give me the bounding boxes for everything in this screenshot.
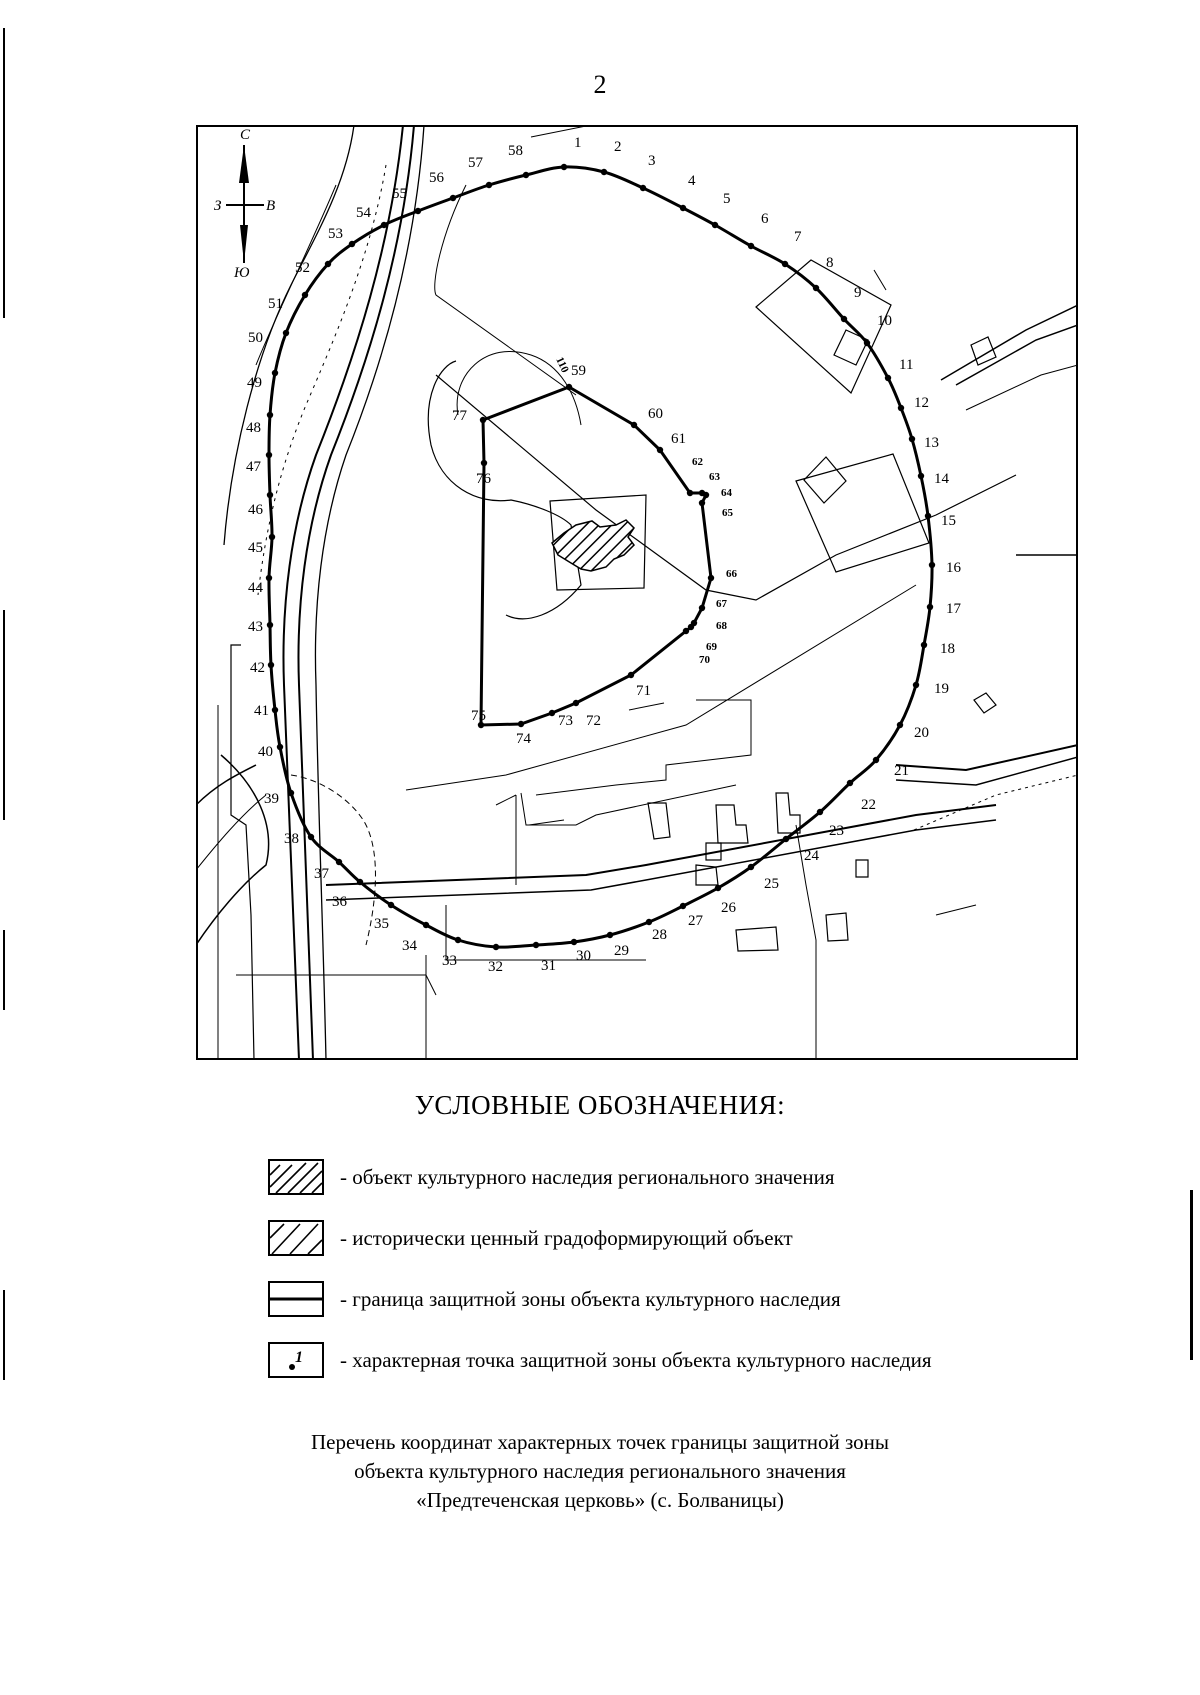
point-label: 45 [248,540,263,556]
point-marker [423,922,429,928]
point-label: 34 [402,938,417,954]
legend-marker-number: 1 [295,1349,303,1366]
scan-mark [3,1290,5,1380]
scan-mark [3,610,5,820]
point-label: 74 [516,731,531,747]
point-label: 10 [877,313,892,329]
point-label: 39 [264,791,279,807]
point-marker [288,790,294,796]
point-label: 64 [721,487,732,499]
point-marker [699,605,705,611]
compass-south-label: Ю [234,265,250,281]
point-marker [381,222,387,228]
point-label: 18 [940,641,955,657]
point-label: 11 [899,357,914,373]
point-label: 50 [248,330,263,346]
point-marker [847,780,853,786]
point-marker [571,939,577,945]
scan-mark [1190,1190,1193,1360]
point-label: 72 [586,713,601,729]
point-label: 69 [706,641,717,653]
compass-north-label: С [240,127,251,143]
point-label: 68 [716,620,727,632]
legend-item [268,1157,834,1197]
point-label: 17 [946,601,961,617]
point-marker [885,375,891,381]
point-label: 56 [429,170,444,186]
point-marker [913,682,919,688]
point-marker [481,460,487,466]
legend-item [268,1279,841,1319]
point-label: 38 [284,831,299,847]
point-label: 30 [576,948,591,964]
point-marker [486,182,492,188]
point-label: 47 [246,459,261,475]
point-marker [549,710,555,716]
point-label: 9 [854,285,862,301]
point-label: 35 [374,916,389,932]
point-label: 44 [248,580,263,596]
point-label: 40 [258,744,273,760]
point-marker [277,744,283,750]
compass-west-label: З [214,198,222,214]
page-number: 2 [593,70,607,99]
point-label: 37 [314,866,329,882]
point-marker [455,937,461,943]
site-plan-map [196,125,1078,1060]
point-label: 32 [488,959,503,975]
point-label: 54 [356,205,371,221]
point-marker [683,628,689,634]
point-label: 3 [648,153,656,169]
point-label: 24 [804,848,819,864]
point-label: 27 [688,913,703,929]
point-marker [267,622,273,628]
point-marker [897,722,903,728]
caption-line: «Предтеченская церковь» (с. Болваницы) [416,1488,784,1512]
point-marker [657,447,663,453]
legend-text: - исторически ценный градоформирующий объект [340,1225,793,1250]
caption-line: Перечень координат характерных точек границы защитной зоны [311,1430,889,1454]
point-marker [708,575,714,581]
point-label: 66 [726,568,737,580]
point-label: 19 [934,681,949,697]
point-marker [841,316,847,322]
point-label: 4 [688,173,696,189]
legend-text: - характерная точка защитной зоны объекта культурного наследия [340,1347,932,1372]
point-marker [566,384,572,390]
point-label: 36 [332,894,347,910]
point-label: 28 [652,927,667,943]
point-marker [925,513,931,519]
point-label: 71 [636,683,651,699]
sparse-hatch-icon [268,1220,324,1256]
point-marker [325,261,331,267]
point-label: 13 [924,435,939,451]
point-label: 46 [248,502,263,518]
point-label: 63 [709,471,720,483]
point-marker [518,721,524,727]
point-marker [267,492,273,498]
point-marker [631,422,637,428]
point-marker [302,292,308,298]
point-marker [308,834,314,840]
point-marker [533,942,539,948]
point-marker [601,169,607,175]
contour-label: 110 [553,355,571,375]
point-marker [864,340,870,346]
point-marker [646,919,652,925]
point-label: 73 [558,713,573,729]
point-label: 25 [764,876,779,892]
point-marker [607,932,613,938]
point-marker [898,405,904,411]
point-label: 76 [476,471,491,487]
point-label: 31 [541,958,556,974]
point-marker [715,885,721,891]
point-marker [266,575,272,581]
point-marker-icon [268,1342,324,1378]
point-marker [269,534,275,540]
point-marker [272,370,278,376]
point-marker [640,185,646,191]
point-label: 16 [946,560,961,576]
point-marker [783,836,789,842]
point-marker [561,164,567,170]
point-label: 53 [328,226,343,242]
point-marker [268,662,274,668]
point-label: 60 [648,406,663,422]
legend-text: - граница защитной зоны объекта культурного наследия [340,1286,841,1311]
dense-hatch-icon [268,1159,324,1195]
point-label: 67 [716,598,727,610]
point-marker [688,624,694,630]
scan-mark [3,930,5,1010]
point-marker [450,195,456,201]
point-marker [712,222,718,228]
point-label: 22 [861,797,876,813]
legend-text: - объект культурного наследия регионального значения [340,1164,835,1189]
point-label: 7 [794,229,802,245]
double-line-icon [268,1281,324,1317]
point-marker [817,809,823,815]
point-label: 75 [471,708,486,724]
point-label: 55 [392,186,407,202]
point-marker [782,261,788,267]
point-marker [680,205,686,211]
point-label: 21 [894,763,909,779]
caption-line: объекта культурного наследия регионального значения [354,1459,846,1483]
point-marker [703,492,709,498]
point-marker [929,562,935,568]
point-marker [267,412,273,418]
point-marker [699,500,705,506]
point-label: 51 [268,296,283,312]
point-marker [921,642,927,648]
point-label: 59 [571,363,586,379]
point-marker [873,757,879,763]
point-label: 70 [699,654,710,666]
point-marker [680,903,686,909]
point-label: 57 [468,155,483,171]
point-marker [283,330,289,336]
point-marker [918,473,924,479]
point-label: 12 [914,395,929,411]
point-label: 48 [246,420,261,436]
point-marker [748,864,754,870]
site-plan-svg [196,125,1078,1060]
legend-item [268,1340,932,1380]
point-label: 58 [508,143,523,159]
point-label: 62 [692,456,703,468]
point-marker [628,672,634,678]
point-label: 5 [723,191,731,207]
point-marker [266,452,272,458]
point-label: 20 [914,725,929,741]
point-marker [349,241,355,247]
point-label: 29 [614,943,629,959]
coordinates-caption [0,1428,1200,1515]
point-label: 26 [721,900,736,916]
point-label: 6 [761,211,769,227]
point-label: 52 [295,260,310,276]
point-label: 33 [442,953,457,969]
point-marker [415,208,421,214]
point-label: 23 [829,823,844,839]
point-label: 65 [722,507,733,519]
point-marker [909,436,915,442]
point-marker [573,700,579,706]
point-marker [493,944,499,950]
point-label: 14 [934,471,949,487]
point-label: 43 [248,619,263,635]
point-label: 41 [254,703,269,719]
point-label: 15 [941,513,956,529]
point-marker [687,490,693,496]
point-marker [357,879,363,885]
point-label: 1 [574,135,582,151]
point-label: 61 [671,431,686,447]
point-label: 2 [614,139,622,155]
point-marker [523,172,529,178]
point-label: 49 [247,375,262,391]
point-marker [336,859,342,865]
point-marker [480,417,486,423]
point-label: 77 [452,408,467,424]
compass-east-label: В [266,198,276,214]
point-marker [272,707,278,713]
point-label: 42 [250,660,265,676]
legend-item [268,1218,793,1258]
point-marker [927,604,933,610]
point-marker [748,243,754,249]
point-marker [388,902,394,908]
point-marker [813,285,819,291]
legend-title: УСЛОВНЫЕ ОБОЗНАЧЕНИЯ: [414,1090,786,1120]
point-label: 8 [826,255,834,271]
